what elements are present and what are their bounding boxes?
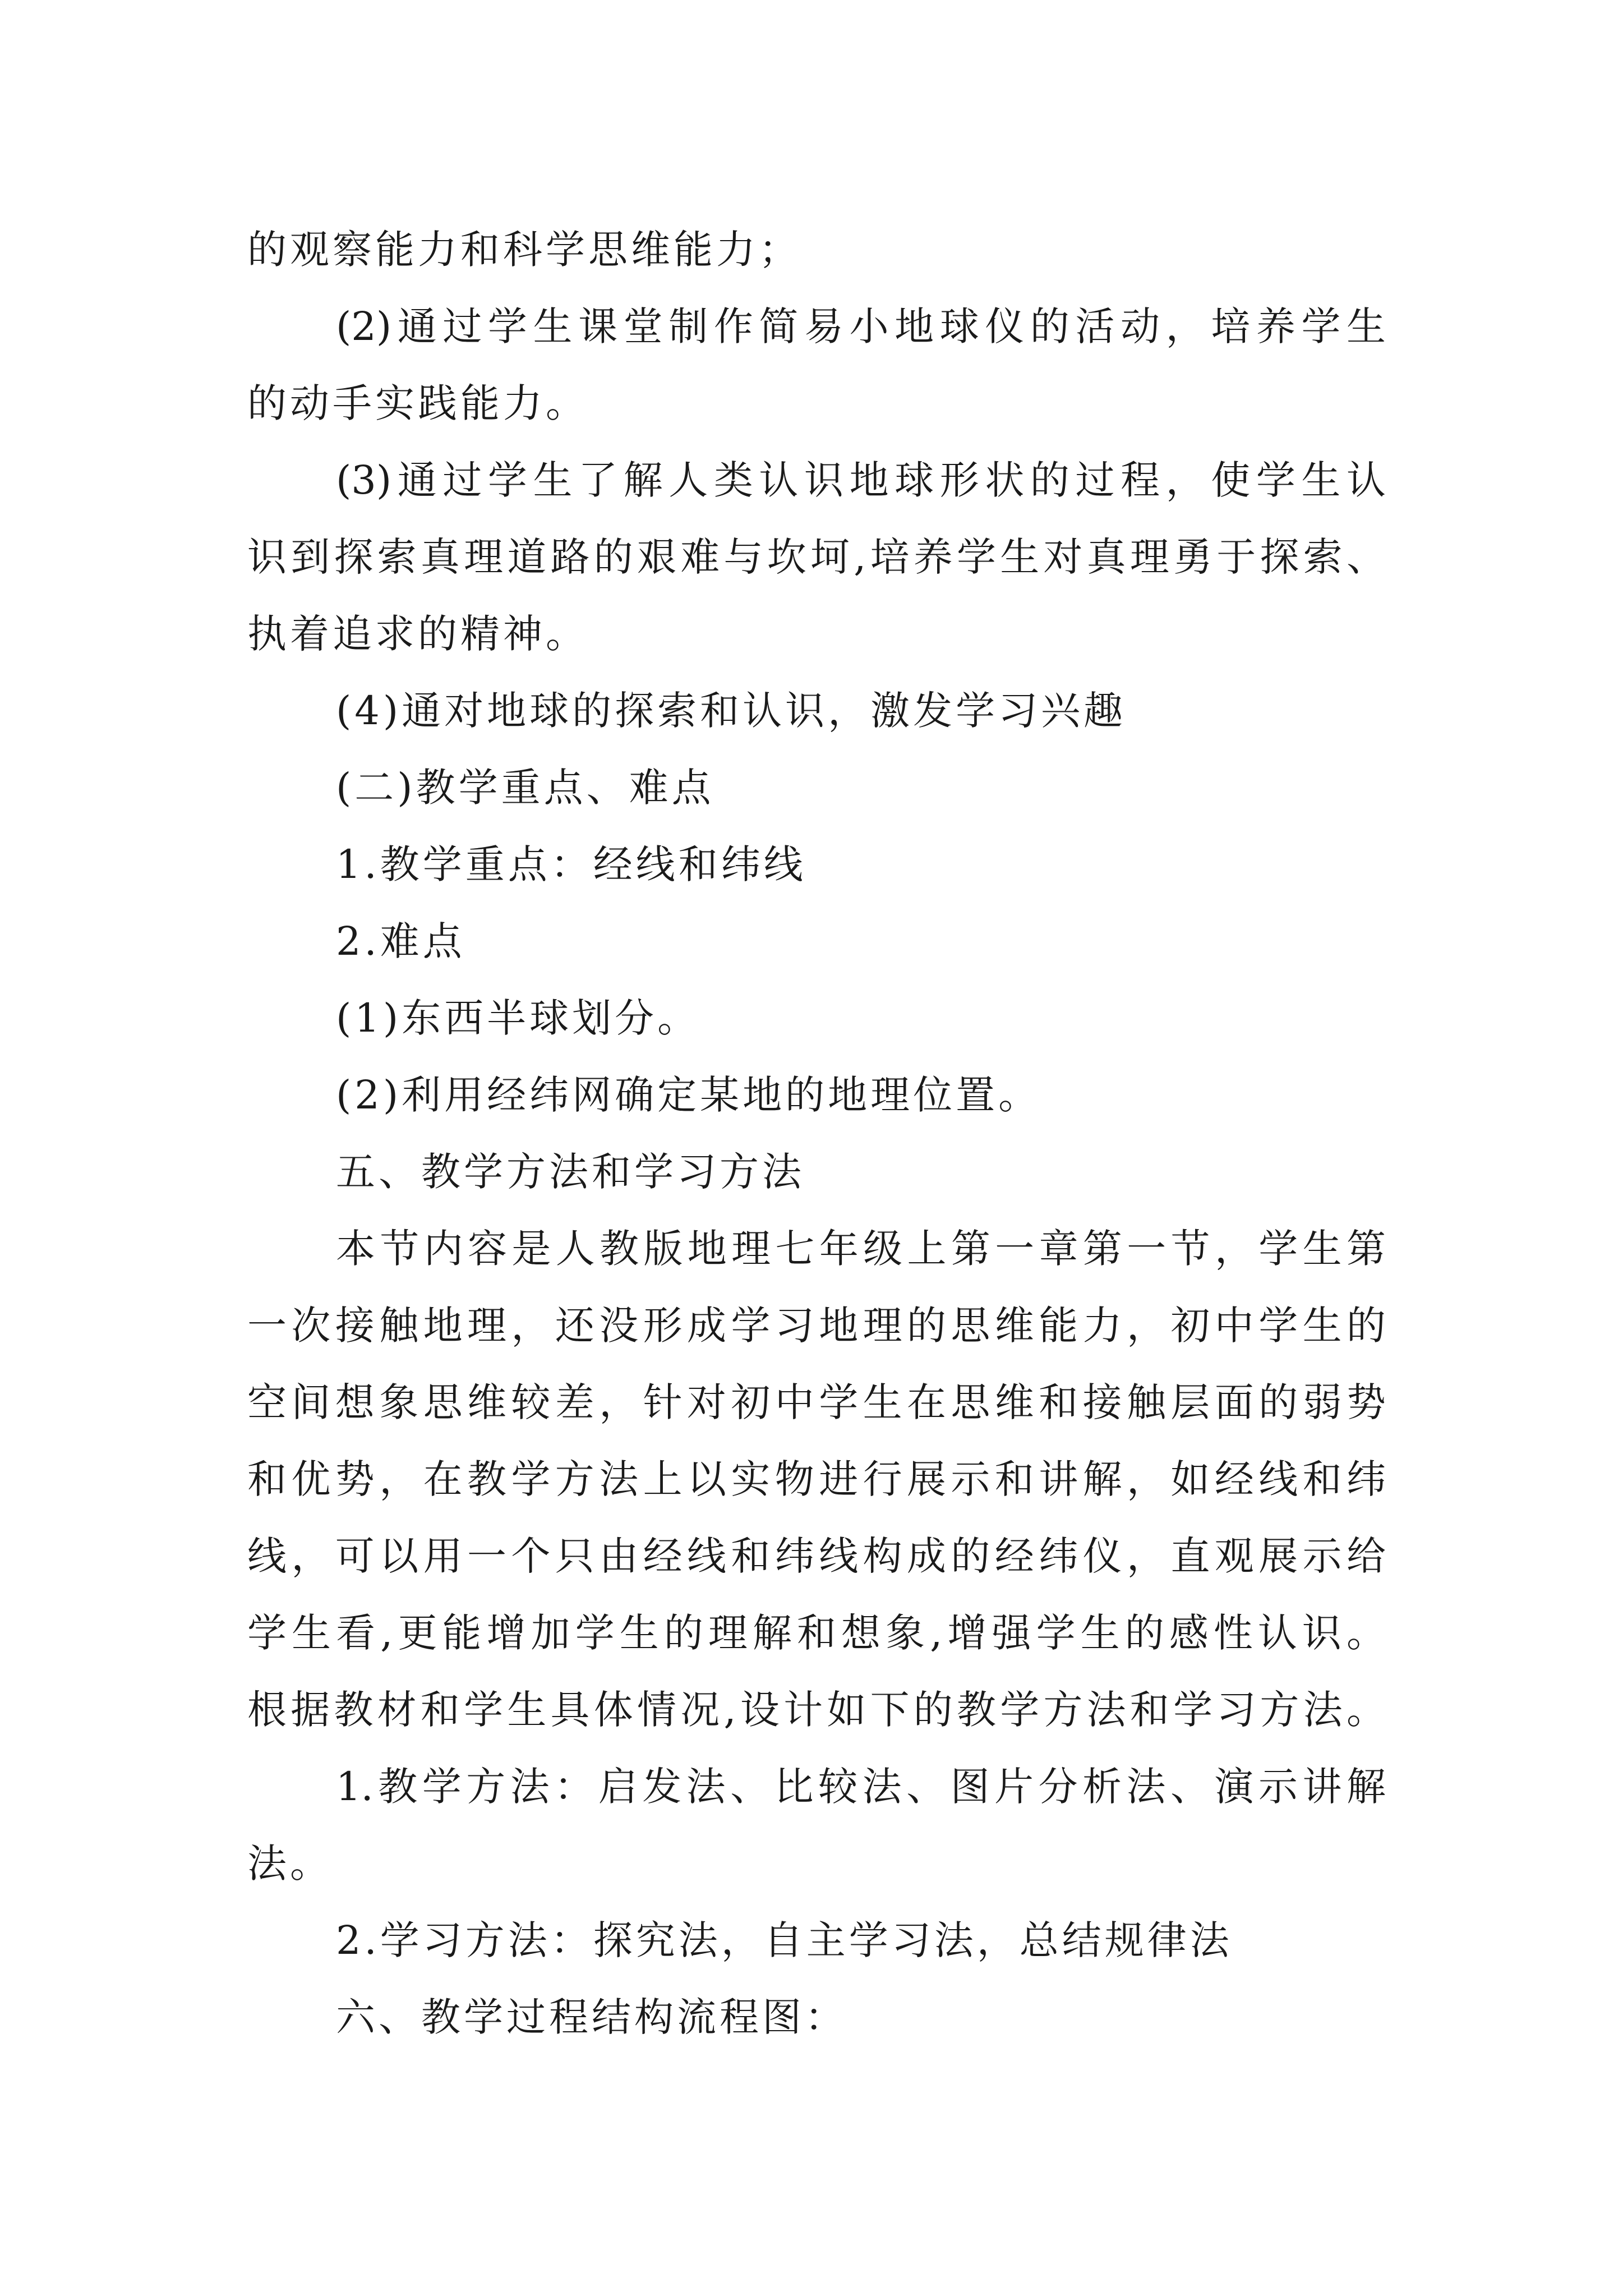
text-line: 的观察能力和科学思维能力；	[247, 227, 801, 273]
section-heading: 五、教学方法和学习方法	[336, 1149, 805, 1195]
text-line: 一次接触地理，还没形成学习地理的思维能力，初中学生的	[247, 1303, 1386, 1349]
text-line: 1.教学方法：启发法、比较法、图片分析法、演示讲解	[336, 1764, 1386, 1810]
text-line: 2.学习方法：探究法，自主学习法，总结规律法	[336, 1917, 1233, 1963]
text-line: (2)利用经纬网确定某地的地理位置。	[336, 1072, 1041, 1118]
text-line: 本节内容是人教版地理七年级上第一章第一节，学生第	[336, 1226, 1386, 1272]
text-line: 2.难点	[336, 918, 465, 964]
text-line: (4)通对地球的探索和认识，激发学习兴趣	[336, 688, 1127, 734]
section-heading: (二)教学重点、难点	[336, 765, 714, 811]
text-line: 的动手实践能力。	[247, 380, 588, 426]
text-line: 根据教材和学生具体情况,设计如下的教学方法和学习方法。	[247, 1687, 1386, 1733]
text-line: 1.教学重点：经线和纬线	[336, 841, 806, 887]
text-line: 线，可以用一个只由经线和纬线构成的经纬仪，直观展示给	[247, 1533, 1386, 1579]
text-line: 识到探索真理道路的艰难与坎坷,培养学生对真理勇于探索、	[247, 534, 1386, 580]
text-line: 法。	[247, 1841, 333, 1887]
text-line: (3)通过学生了解人类认识地球形状的过程，使学生认	[336, 457, 1386, 503]
text-line: 学生看,更能增加学生的理解和想象,增强学生的感性认识。	[247, 1610, 1386, 1656]
section-heading: 六、教学过程结构流程图：	[336, 1994, 847, 2040]
text-line: (1)东西半球划分。	[336, 995, 700, 1041]
text-line: 空间想象思维较差，针对初中学生在思维和接触层面的弱势	[247, 1379, 1386, 1425]
text-line: 执着追求的精神。	[247, 611, 588, 657]
text-line: (2)通过学生课堂制作简易小地球仪的活动，培养学生	[336, 303, 1386, 349]
text-line: 和优势，在教学方法上以实物进行展示和讲解，如经线和纬	[247, 1456, 1386, 1502]
